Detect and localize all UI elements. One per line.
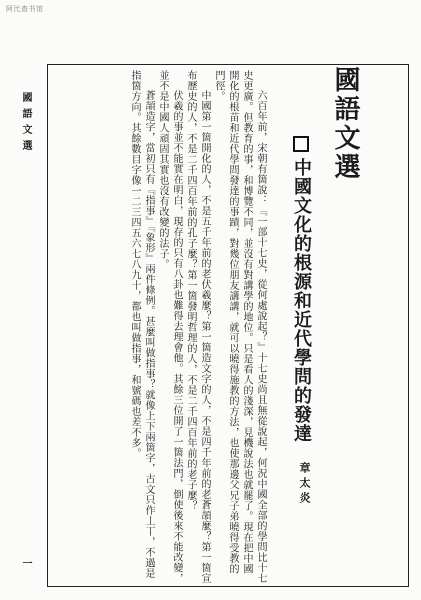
article-paragraph: 中國第一箇開化的人，不是五千年前的老伏羲麼？第一箇造文字的人，不是四千年前的老蒼頡麼？第一箇宣布歷史的人，不是二千四百年前的孔子麼？第一箇發明哲理的人，不是二千四百年前的老子麼？	[185, 70, 210, 584]
article-paragraph: 蒼頡造字，當初只有『指事』『象形』兩件條例。甚麼叫做指事？就像上下兩箇字，古文只作丄丅，不過是指箇方向。其餘數目字像一二三四五六七八九十，都也叫做指事，和號碼也差不多。	[129, 70, 154, 579]
library-watermark: 阿比查书馆	[6, 5, 44, 13]
square-bullet-icon	[293, 136, 309, 152]
page-left-rule	[47, 64, 48, 586]
running-head: 國語文選	[20, 92, 31, 156]
article-title: 中國文化的根源和近代學問的發達	[291, 158, 312, 443]
article-paragraph: 伏羲的事並不能實在明白，現存的只有八卦也難得去理會他。其餘三位開了一箇法門，倒使後來不能改變，並不是中國人頑固其實也沒有改變的法子。	[157, 70, 182, 584]
article-paragraph: 六百年前，宋朝有箇說：『一部十七史，從何處說起？』十七史尚且無從說起，何況中國全部的學問比十七史更廣。但教育的事，和博覽不同，並沒有對講學的地位。只是看人的淺深，見機說法也就罷了。現在把中國開化的根苗和近代學問發達的事蹟，對幾位朋友講講，就可以曉得施教的方法，也使那邊父兄子弟曉得受教的門徑。	[213, 70, 266, 584]
page-top-rule	[47, 64, 409, 65]
section-title: 國語文選	[330, 66, 360, 182]
article-body	[127, 70, 267, 584]
page-number: 一	[20, 558, 31, 568]
page-right-rule	[408, 64, 409, 586]
page-bottom-rule	[47, 586, 409, 587]
author-name: 章太炎	[298, 462, 311, 507]
article-title-line	[292, 136, 310, 443]
